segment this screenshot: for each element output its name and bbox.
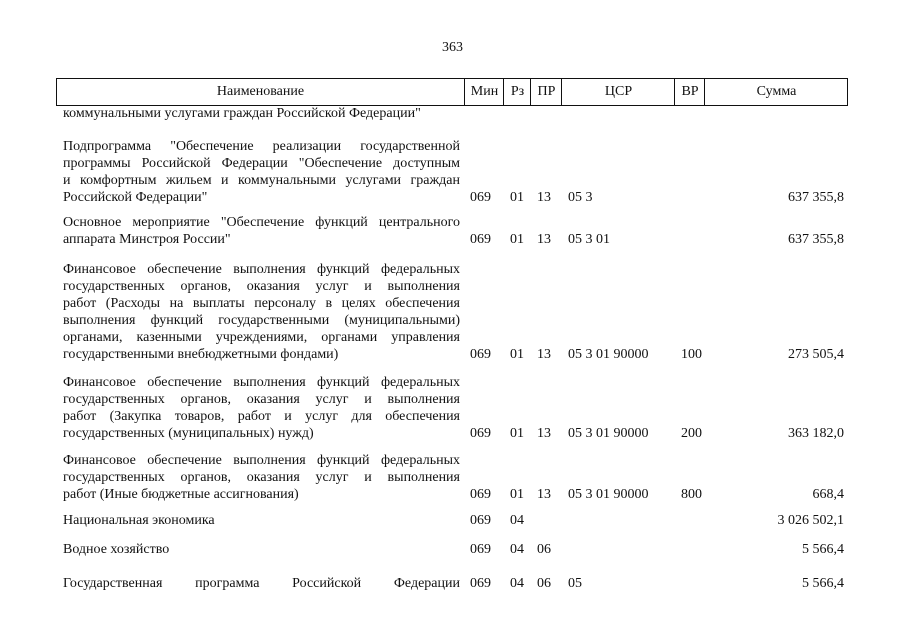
row-rz: 01 (510, 426, 524, 441)
row-sum: 3 026 502,1 (777, 513, 844, 528)
row-name-line: государственных (муниципальных) нужд) (63, 426, 314, 441)
header-vr: ВР (674, 79, 705, 105)
row-name (63, 512, 460, 529)
row-name-line: работ (Иные бюджетные ассигнования) (63, 487, 299, 502)
row-vr: 100 (681, 347, 702, 362)
row-name-line: Водное хозяйство (63, 542, 170, 557)
row-name-line: коммунальными услугами граждан Российской Федерации" (63, 106, 421, 121)
header-rz: Рз (503, 79, 531, 105)
row-rz: 04 (510, 576, 524, 591)
row-rz: 04 (510, 513, 524, 528)
row-name (63, 374, 460, 442)
row-name (63, 575, 460, 592)
row-name-line: работ (Расходы на выплаты персоналу в целях обеспечения (63, 296, 460, 311)
row-sum: 5 566,4 (802, 542, 844, 557)
row-pr: 06 (537, 542, 551, 557)
row-pr: 13 (537, 190, 551, 205)
row-csr: 05 3 01 90000 (568, 487, 649, 502)
row-name (63, 261, 460, 363)
row-min: 069 (470, 487, 491, 502)
header-sum: Сумма (704, 79, 848, 105)
row-csr: 05 3 (568, 190, 593, 205)
row-sum: 363 182,0 (788, 426, 844, 441)
row-name-line: государственных органов, оказания услуг и выполнения (63, 392, 460, 407)
row-name-line: государственными внебюджетными фондами) (63, 347, 339, 362)
header-min: Мин (464, 79, 504, 105)
row-min: 069 (470, 542, 491, 557)
row-min: 069 (470, 426, 491, 441)
table-header (56, 78, 848, 106)
row-sum: 5 566,4 (802, 576, 844, 591)
row-sum: 637 355,8 (788, 190, 844, 205)
row-name (63, 541, 460, 558)
row-name-line: выполнения функций государственными (муниципальными) (63, 313, 460, 328)
row-min: 069 (470, 232, 491, 247)
row-name-line: Подпрограмма "Обеспечение реализации государственной (63, 139, 460, 154)
row-name (63, 214, 460, 248)
row-vr: 200 (681, 426, 702, 441)
row-name (63, 138, 460, 206)
row-rz: 04 (510, 542, 524, 557)
header-pr: ПР (530, 79, 562, 105)
row-csr: 05 3 01 90000 (568, 426, 649, 441)
row-name-line: Финансовое обеспечение выполнения функций федеральных (63, 262, 460, 277)
row-name-line: Финансовое обеспечение выполнения функций федеральных (63, 375, 460, 390)
row-rz: 01 (510, 487, 524, 502)
row-name-line: Основное мероприятие "Обеспечение функций центрального (63, 215, 460, 230)
row-min: 069 (470, 513, 491, 528)
row-name-line: Финансовое обеспечение выполнения функций федеральных (63, 453, 460, 468)
row-pr: 06 (537, 576, 551, 591)
row-rz: 01 (510, 232, 524, 247)
row-min: 069 (470, 347, 491, 362)
row-csr: 05 (568, 576, 582, 591)
row-name-line: Российской Федерации" (63, 190, 208, 205)
row-sum: 668,4 (812, 487, 844, 502)
row-name-line: работ (Закупка товаров, работ и услуг для обеспечения (63, 409, 460, 424)
row-name-line: Государственная программа Российской Федерации (63, 576, 460, 591)
row-min: 069 (470, 190, 491, 205)
row-pr: 13 (537, 487, 551, 502)
header-csr: ЦСР (561, 79, 675, 105)
row-sum: 637 355,8 (788, 232, 844, 247)
row-pr: 13 (537, 232, 551, 247)
row-name (63, 105, 460, 122)
row-name-line: органами, казенными учреждениями, органами управления (63, 330, 460, 345)
row-pr: 13 (537, 347, 551, 362)
page-number: 363 (442, 40, 463, 55)
row-name-line: Национальная экономика (63, 513, 215, 528)
row-csr: 05 3 01 (568, 232, 610, 247)
header-name: Наименование (216, 84, 305, 99)
row-vr: 800 (681, 487, 702, 502)
row-csr: 05 3 01 90000 (568, 347, 649, 362)
row-name (63, 452, 460, 503)
row-sum: 273 505,4 (788, 347, 844, 362)
row-rz: 01 (510, 347, 524, 362)
row-rz: 01 (510, 190, 524, 205)
row-pr: 13 (537, 426, 551, 441)
row-name-line: и комфортным жильем и коммунальными услугами граждан (63, 173, 460, 188)
row-name-line: государственных органов, оказания услуг и выполнения (63, 470, 460, 485)
row-min: 069 (470, 576, 491, 591)
row-name-line: аппарата Минстроя России" (63, 232, 231, 247)
row-name-line: программы Российской Федерации "Обеспечение доступным (63, 156, 460, 171)
row-name-line: государственных органов, оказания услуг и выполнения (63, 279, 460, 294)
